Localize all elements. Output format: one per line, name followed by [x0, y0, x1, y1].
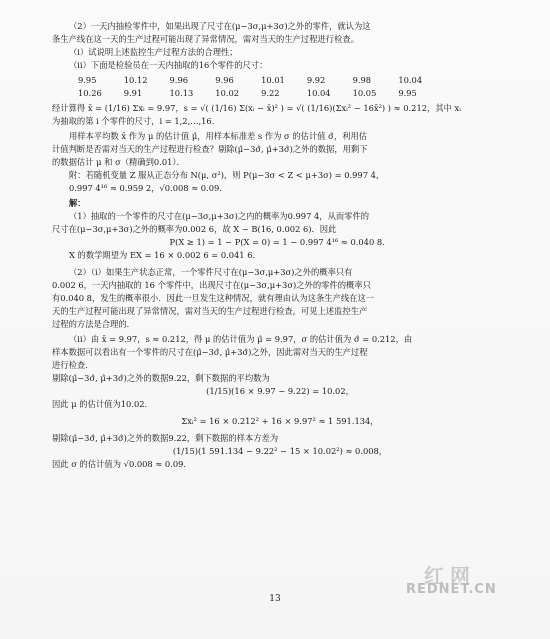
solution-line: X 的数学期望为 EX = 16 × 0.002 6 = 0.041 6． — [69, 250, 261, 260]
table-cell: 9.98 — [352, 75, 372, 85]
table-cell: 10.12 — [123, 75, 148, 85]
watermark-chinese: 红网 — [424, 564, 476, 588]
statistics-formula: 经计算得 x̄ = (1/16) Σxᵢ = 9.97，s = √( (1/16) Σ(xᵢ − x̄)² ) = √( (1/16)(Σxᵢ² − 16x̄²) ) ≈ 0.212，其中 xᵢ — [52, 103, 461, 113]
solution-formula: (1/15)(1 591.134 − 9.22² − 15 × 10.02²) ≈ 0.008， — [172, 446, 388, 456]
table-cell: 9.95 — [78, 75, 97, 85]
solution-line: （2）（ⅰ）如果生产状态正常，一个零件尺寸在(μ−3σ,μ+3σ)之外的概率只有 — [69, 267, 353, 277]
table-cell: 10.04 — [306, 88, 331, 98]
problem-line: （ⅰ）试说明上述监控生产过程方法的合理性； — [69, 47, 238, 57]
table-row — [78, 74, 444, 87]
problem-line: （2）一天内抽检零件中，如果出现了尺寸在(μ−3σ,μ+3σ)之外的零件，就认为这 — [69, 21, 371, 31]
document-body — [52, 20, 508, 471]
question-line: 用样本平均数 x̄ 作为 μ 的估计值 μ̂，用样本标准差 s 作为 σ 的估计值 σ̂，利用估 — [69, 131, 368, 141]
table-cell: 9.96 — [215, 75, 234, 85]
watermark — [406, 560, 536, 604]
statistics-note: 为抽取的第 i 个零件的尺寸，i = 1,2,…,16． — [52, 116, 220, 126]
page-number: 13 — [269, 594, 281, 604]
solution-line: 过程的方法是合理的． — [52, 319, 135, 329]
hint-line: 附：若随机变量 Z 服从正态分布 N(μ, σ²)，则 P(μ−3σ < Z < μ+3σ) = 0.997 4， — [69, 170, 385, 180]
solution-line: 天的生产过程可能出现了异常情况，需对当天的生产过程进行检查，可见上述监控生产 — [52, 306, 368, 316]
solution-line: 因此 σ 的估计值为 √0.008 ≈ 0.09． — [52, 459, 192, 469]
watermark-logo: REDNET.CN — [406, 582, 497, 597]
problem-line: （ⅱ）下面是检验员在一天内抽取的16个零件的尺寸： — [69, 60, 268, 70]
table-cell: 10.02 — [215, 88, 240, 98]
table-cell: 10.01 — [261, 75, 285, 85]
solution-formula: Σxᵢ² = 16 × 0.212² + 16 × 9.97² ≈ 1 591.134， — [181, 416, 379, 426]
table-cell: 9.22 — [261, 88, 280, 98]
solution-formula: (1/15)(16 × 9.97 − 9.22) = 10.02， — [206, 386, 354, 396]
sample-data-table — [78, 74, 444, 100]
hint-line: 0.997 4¹⁶ ≈ 0.959 2，√0.008 ≈ 0.09． — [69, 183, 228, 193]
table-cell: 9.96 — [169, 75, 189, 85]
table-cell: 10.26 — [78, 88, 102, 98]
table-cell: 9.95 — [398, 88, 417, 98]
solution-line: （1）抽取的一个零件的尺寸在(μ−3σ,μ+3σ)之内的概率为0.997 4，从而零件的 — [69, 211, 370, 221]
solution-line: 进行检查． — [52, 360, 94, 370]
solution-line: 0.002 6，一天内抽取的 16 个零件中，出现尺寸在(μ−3σ,μ+3σ)之外的零件的概率只 — [52, 280, 371, 290]
solution-line: 剔除(μ̂−3σ̂, μ̂+3σ̂)之外的数据9.22，剩下数据的样本方差为 — [52, 433, 279, 443]
solution-line: 剔除(μ̂−3σ̂, μ̂+3σ̂)之外的数据9.22，剩下数据的平均数为 — [52, 373, 270, 383]
table-cell: 9.91 — [123, 88, 143, 98]
solution-line: 尺寸在(μ−3σ,μ+3σ)之外的概率为0.002 6，故 X ~ B(16, 0.002 6)．因此 — [52, 224, 337, 234]
table-cell: 10.13 — [169, 88, 194, 98]
question-line: 计值判断是否需对当天的生产过程进行检查？剔除(μ̂−3σ̂, μ̂+3σ̂)之外的数据，用剩下 — [52, 144, 368, 154]
table-cell: 9.92 — [306, 75, 326, 85]
solution-line: 样本数据可以看出有一个零件的尺寸在(μ̂−3σ̂, μ̂+3σ̂)之外，因此需对当天的生产过程 — [52, 347, 368, 357]
solution-formula: P(X ≥ 1) = 1 − P(X = 0) = 1 − 0.997 4¹⁶ ≈ 0.040 8． — [169, 237, 391, 247]
question-line: 的数据估计 μ 和 σ（精确到0.01）． — [52, 157, 185, 167]
solution-label: 解： — [69, 198, 86, 208]
table-row — [78, 87, 444, 100]
problem-line: 条生产线在这一天的生产过程可能出现了异常情况，需对当天的生产过程进行检查。 — [52, 34, 359, 44]
solution-line: （ⅱ）由 x̄ = 9.97，s ≈ 0.212，得 μ 的估计值为 μ̂ = 9.97，σ 的估计值为 σ̂ = 0.212，由 — [69, 334, 413, 344]
solution-line: 因此 μ 的估计值为10.02． — [52, 399, 153, 409]
table-cell: 10.04 — [398, 75, 423, 85]
solution-line: 有0.040 8，发生的概率很小．因此一旦发生这种情况，就有理由认为这条生产线在这一 — [52, 293, 375, 303]
table-cell: 10.05 — [352, 88, 377, 98]
